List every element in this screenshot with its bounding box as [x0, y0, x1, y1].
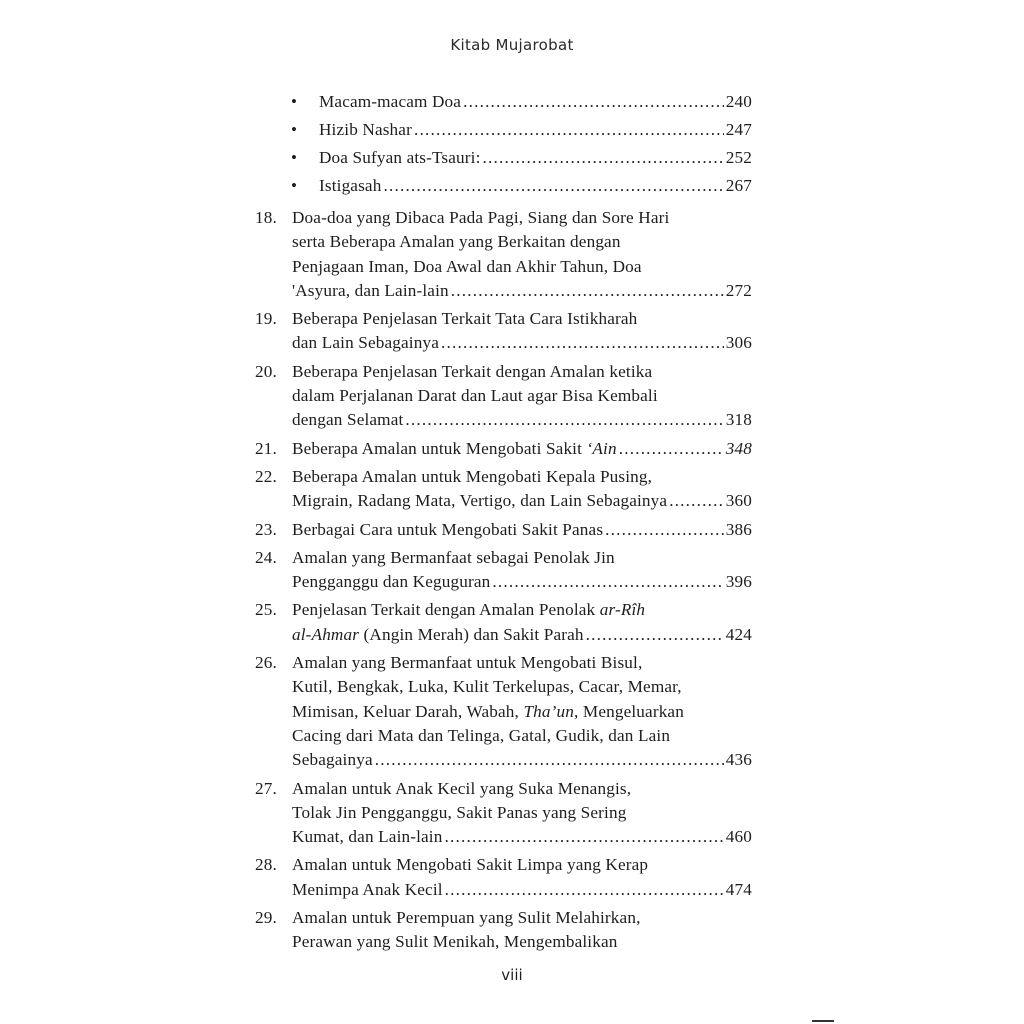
dot-leader [451, 279, 724, 303]
toc-entry-line: Amalan untuk Perempuan yang Sulit Melahirkan, [292, 908, 641, 928]
toc-entry-title: Hizib Nashar [319, 120, 412, 139]
toc-entry [255, 465, 752, 514]
toc-entry-line: Menimpa Anak Kecil [292, 879, 443, 899]
toc-entry-line: Pengganggu dan Keguguran [292, 572, 491, 592]
toc-entry [255, 360, 752, 433]
dot-leader [441, 331, 724, 355]
dot-leader [669, 489, 724, 513]
bullet-icon: • [291, 176, 298, 195]
toc-entry-italic-term: ar-Rîh [599, 600, 646, 620]
edge-mark [812, 1020, 834, 1022]
toc-entry-title: Macam-macam Doa [319, 92, 462, 111]
dot-leader [405, 408, 723, 432]
toc-entry-text: Mimisan, Keluar Darah, Wabah, [292, 701, 519, 721]
toc-page-number: 240 [725, 92, 752, 111]
toc-entry-number: 21. [255, 438, 277, 458]
dot-leader [483, 144, 724, 172]
toc-page-number: 436 [725, 750, 752, 770]
toc-entry [255, 777, 752, 850]
toc-entry [255, 651, 752, 772]
toc-entry [255, 518, 752, 542]
bullet-icon: • [291, 120, 298, 139]
toc-entry-line: Amalan untuk Anak Kecil yang Suka Menangis, [292, 778, 632, 798]
toc-entry-line: dengan Selamat [292, 410, 404, 430]
toc-entry-line: Amalan untuk Mengobati Sakit Limpa yang Kerap [292, 855, 649, 875]
toc-entry-line: Perawan yang Sulit Menikah, Mengembalikan [292, 932, 618, 952]
toc-bullet-entry [255, 88, 752, 116]
toc-entry-line: serta Beberapa Amalan yang Berkaitan dengan [292, 232, 621, 252]
toc-page-number: 247 [725, 120, 752, 139]
toc-page-number: 272 [725, 280, 752, 300]
dot-leader [605, 518, 724, 542]
toc-entry-number: 27. [255, 778, 277, 798]
running-title: Kitab Mujarobat [450, 36, 574, 54]
dot-leader [586, 623, 724, 647]
toc-entry-line: Beberapa Amalan untuk Mengobati Kepala Pusing, [292, 466, 653, 486]
toc-entry [255, 906, 752, 955]
dot-leader [445, 878, 724, 902]
toc-page-number: 348 [725, 438, 752, 458]
toc-entry-number: 29. [255, 908, 277, 928]
toc-page-number: 306 [725, 333, 752, 353]
toc-entry-number: 23. [255, 519, 277, 539]
toc-entry-number: 19. [255, 309, 277, 329]
dot-leader [414, 116, 724, 144]
toc-entry-italic-term: ‘Ain [586, 438, 617, 458]
toc-page-number: 460 [725, 827, 752, 847]
toc-page-number: 386 [725, 519, 752, 539]
toc-entry-title: Istigasah [319, 176, 382, 195]
toc-bullet-entry [255, 144, 752, 172]
toc-entry-line: Penjagaan Iman, Doa Awal dan Akhir Tahun, Doa [292, 256, 642, 276]
toc-entry-line: Beberapa Penjelasan Terkait Tata Cara Istikharah [292, 309, 638, 329]
toc-entry-text: , Mengeluarkan [574, 701, 684, 721]
toc-entry-line: 'Asyura, dan Lain-lain [292, 280, 449, 300]
toc-entry-number: 25. [255, 600, 277, 620]
toc-entry-line: Tolak Jin Pengganggu, Sakit Panas yang Sering [292, 802, 627, 822]
toc-entry-line [292, 700, 752, 724]
bullet-icon: • [291, 148, 298, 167]
dot-leader [383, 172, 723, 200]
toc-entry-line: Beberapa Amalan untuk Mengobati Sakit [292, 438, 583, 458]
toc-entry-number: 24. [255, 547, 277, 567]
toc-entry [255, 598, 752, 647]
table-of-contents [255, 88, 752, 959]
toc-entry-line: (Angin Merah) dan Sakit Parah [363, 624, 584, 644]
toc-page-number: 267 [725, 176, 752, 195]
toc-entry-number: 22. [255, 466, 277, 486]
toc-entry-line: Amalan yang Bermanfaat untuk Mengobati Bisul, [292, 653, 643, 673]
toc-bullet-entry [255, 116, 752, 144]
bullet-icon: • [291, 92, 298, 111]
toc-entry-line: Migrain, Radang Mata, Vertigo, dan Lain Sebagainya [292, 491, 668, 511]
toc-entry-number: 28. [255, 855, 277, 875]
toc-entry-number: 20. [255, 361, 277, 381]
toc-entry [255, 307, 752, 356]
toc-entry-line: Berbagai Cara untuk Mengobati Sakit Panas [292, 519, 604, 539]
dot-leader [463, 88, 724, 116]
dot-leader [619, 437, 724, 461]
toc-entry-line: Kumat, dan Lain-lain [292, 827, 443, 847]
toc-entry-title: Doa Sufyan ats-Tsauri: [319, 148, 481, 167]
toc-entry-line: Cacing dari Mata dan Telinga, Gatal, Gudik, dan Lain [292, 725, 671, 745]
toc-entry-line: dalam Perjalanan Darat dan Laut agar Bisa Kembali [292, 386, 658, 406]
toc-entry [255, 853, 752, 902]
toc-page-number: 318 [725, 410, 752, 430]
toc-entry [255, 546, 752, 595]
toc-page-number: 360 [725, 491, 752, 511]
dot-leader [444, 825, 723, 849]
toc-entry-italic-term: Tha’un [523, 701, 574, 721]
toc-entry-number: 26. [255, 653, 277, 673]
toc-entry-text: Penjelasan Terkait dengan Amalan Penolak [292, 600, 596, 620]
toc-page-number: 424 [725, 624, 752, 644]
toc-page-number: 252 [725, 148, 752, 167]
toc-page-number: 396 [725, 572, 752, 592]
toc-bullet-entry [255, 172, 752, 200]
toc-entry [255, 206, 752, 303]
toc-entry-italic-term: al-Ahmar [292, 624, 360, 644]
toc-entry [255, 437, 752, 461]
toc-entry-line: Sebagainya [292, 750, 373, 770]
toc-entry-line: dan Lain Sebagainya [292, 333, 439, 353]
toc-entry-line: Kutil, Bengkak, Luka, Kulit Terkelupas, Cacar, Memar, [292, 677, 682, 697]
toc-entry-line [292, 598, 752, 622]
toc-entry-number: 18. [255, 208, 277, 227]
toc-page-number: 474 [725, 879, 752, 899]
toc-entry-line: Beberapa Penjelasan Terkait dengan Amalan ketika [292, 361, 653, 381]
page-folio: viii [501, 966, 523, 984]
toc-entry-line: Amalan yang Bermanfaat sebagai Penolak Jin [292, 547, 615, 567]
dot-leader [492, 570, 723, 594]
dot-leader [375, 748, 724, 772]
toc-entry-line: Doa-doa yang Dibaca Pada Pagi, Siang dan Sore Hari [292, 208, 670, 227]
